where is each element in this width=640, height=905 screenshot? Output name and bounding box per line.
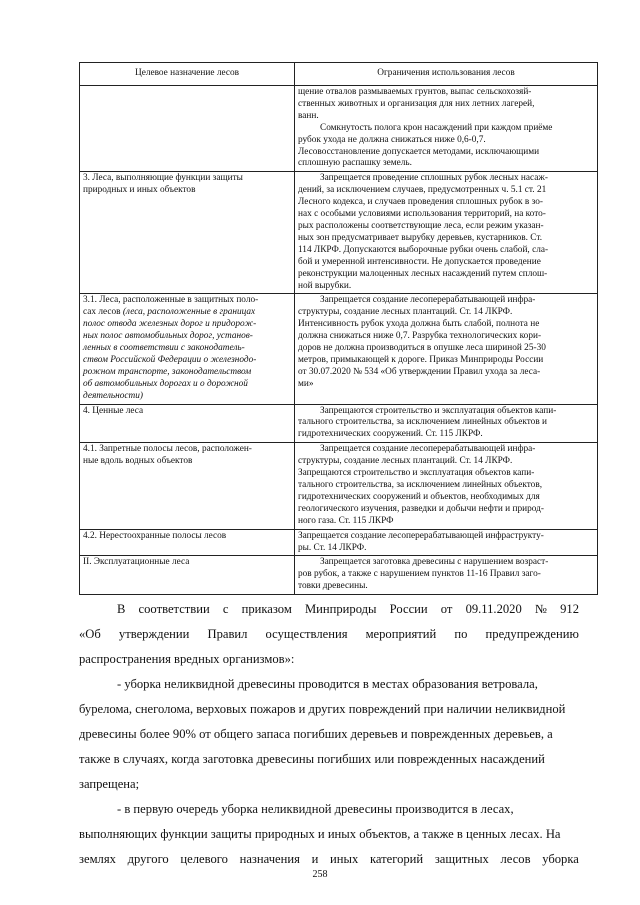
purpose-cell — [80, 294, 295, 404]
limits-line: рубок ухода не должна снижаться ниже 0,6-0,7. — [298, 134, 486, 145]
word: России — [389, 602, 428, 616]
word: соответствии — [138, 602, 210, 616]
limits-line: бой и умеренной интенсивности. Не допускается проведение — [298, 256, 541, 267]
limits-line: Запрещается заготовка древесины с нарушением возраст- — [320, 557, 549, 568]
header-purpose: Целевое назначение лесов — [80, 63, 295, 86]
word: предупреждению — [485, 627, 579, 641]
limits-cell — [295, 529, 598, 556]
paragraph-line: распространения вредных организмов»: — [79, 652, 295, 666]
limits-line: ры. Ст. 14 ЛКРФ. — [298, 542, 367, 553]
purpose-line — [83, 307, 291, 319]
limits-line: ми» — [298, 378, 314, 389]
purpose-line: 3.1. Леса, расположенные в защитных поло- — [83, 295, 259, 306]
limits-cell — [295, 443, 598, 529]
table-row — [80, 404, 598, 443]
forest-limits-table — [79, 62, 598, 595]
limits-line: гидротехнических сооружений и объектов, необходимых для — [298, 491, 540, 502]
word: землях — [79, 852, 116, 866]
limits-line: Запрещаются строительство и эксплуатация объектов капи- — [320, 405, 557, 416]
purpose-line: 3. Леса, выполняющие функции защиты — [83, 173, 243, 184]
word: защитных — [434, 852, 489, 866]
purpose-cell — [80, 86, 295, 172]
limits-line: рых расположены соответствующие леса, если режим указан- — [298, 220, 544, 231]
paragraph-line: древесины более 90% от общего запаса погибших деревьев и поврежденных деревьев, а — [79, 727, 553, 741]
purpose-cell — [80, 443, 295, 529]
purpose-plain: сах лесов — [83, 307, 123, 318]
word: В — [117, 602, 126, 616]
limits-line: Лесовосстановление допускается методами, исключающими — [298, 146, 540, 157]
purpose-line: природных и иных объектов — [83, 185, 196, 196]
limits-line: метров, примыкающей к дороге. Приказ Минприроды России — [298, 354, 544, 365]
word: приказом — [241, 602, 292, 616]
table-row — [80, 172, 598, 294]
limits-line: Лесного кодекса, и случаев проведения сплошных рубок в зо- — [298, 197, 543, 208]
limits-line: от 30.07.2020 № 534 «Об утверждении Правил ухода за леса- — [298, 366, 541, 377]
paragraph-line: также в случаях, когда заготовка древесины погибших или поврежденных насаждений — [79, 752, 545, 766]
purpose-line: об автомобильных дорогах и о дорожной — [83, 378, 248, 389]
limits-line: реконструкции малоценных лесных насаждений путем сплош- — [298, 268, 548, 279]
limits-line: структуры, создание лесных плантаций. Ст. 14 ЛКРФ. — [298, 456, 513, 467]
limits-line: Запрещаются строительство и эксплуатация объектов капи- — [298, 468, 535, 479]
limits-line: тального строительства, за исключением линейных объектов, — [298, 480, 543, 490]
word: 912 — [560, 602, 579, 616]
word: категорий — [369, 852, 424, 866]
word: «Об — [79, 627, 101, 641]
word: лесов — [500, 852, 531, 866]
word: 09.11.2020 — [465, 602, 522, 616]
limits-line: доров не должна производиться в опушке леса шириной 25-30 — [298, 343, 546, 354]
page-number: 258 — [312, 869, 328, 880]
paragraph-line: выполняющих функции защиты природных и иных объектов, а также в ценных лесах. На — [79, 827, 561, 841]
table-row — [80, 294, 598, 404]
purpose-cell — [80, 172, 295, 294]
limits-line: Запрещается создание лесоперерабатывающей инфраструкту- — [298, 530, 544, 541]
limits-line: Запрещается создание лесоперерабатывающей инфра- — [320, 295, 536, 306]
limits-line: ственных животных и организация для них летних лагерей, — [298, 98, 535, 109]
purpose-line: ные вдоль водных объектов — [83, 456, 193, 467]
word: от — [440, 602, 453, 616]
limits-line: ного газа. Ст. 115 ЛКРФ — [298, 515, 394, 526]
limits-line: товки древесины. — [298, 581, 368, 592]
limits-line: щение отвалов размываемых грунтов, выпас сельскохозяй- — [298, 87, 532, 97]
word: № — [534, 602, 547, 616]
word: целевого — [180, 852, 228, 866]
word: утверждении — [118, 627, 190, 641]
purpose-line: 4.1. Запретные полосы лесов, расположен- — [83, 444, 252, 455]
purpose-cell — [80, 529, 295, 556]
limits-line: ванн. — [298, 110, 319, 121]
limits-line: Интенсивность рубок ухода должна быть слабой, полнота не — [298, 319, 540, 330]
word: Минприроды — [304, 602, 377, 616]
limits-line: структуры, создание лесных плантаций. Ст. 14 ЛКРФ. — [298, 307, 513, 318]
limits-cell — [295, 556, 598, 595]
limits-cell — [295, 294, 598, 404]
purpose-line: рожном транспорте, законодательством — [83, 366, 252, 377]
purpose-line: 4. Ценные леса — [83, 405, 144, 416]
paragraph-line: бурелома, снеголома, верховых пожаров и других повреждений при наличии неликвидной — [79, 702, 566, 716]
limits-line: нах с особыми условиями использования территорий, на кото- — [298, 209, 546, 220]
table-row — [80, 556, 598, 595]
word: уборка — [542, 852, 579, 866]
word: осуществления — [265, 627, 348, 641]
limits-cell — [295, 404, 598, 443]
purpose-cell — [80, 556, 295, 595]
purpose-cell — [80, 404, 295, 443]
limits-cell — [295, 86, 598, 172]
purpose-italic: (леса, расположенные в границах — [122, 307, 256, 318]
word: Правил — [207, 627, 248, 641]
table-row — [80, 86, 598, 172]
purpose-line: 4.2. Нерестоохранные полосы лесов — [83, 530, 227, 541]
purpose-line: ством Российской Федерации о железнодо- — [83, 354, 257, 365]
purpose-line: ленных в соответствии с законодатель- — [83, 343, 245, 354]
limits-line: Сомкнутость полога крон насаждений при каждом приёме — [320, 122, 553, 133]
word: иных — [330, 852, 359, 866]
limits-line: гидротехнических сооружений. Ст. 115 ЛКРФ. — [298, 429, 483, 440]
limits-line: 114 ЛКРФ. Допускаются выборочные рубки очень слабой, сла- — [298, 244, 549, 255]
word: с — [222, 602, 229, 616]
word: мероприятий — [365, 627, 437, 641]
word: и — [311, 852, 319, 866]
paragraph-line: запрещена; — [79, 777, 140, 791]
limits-line: тального строительства, за исключением линейных объектов и — [298, 417, 548, 428]
purpose-line: ных полос автомобильных дорог, установ- — [83, 331, 253, 342]
limits-cell — [295, 172, 598, 294]
limits-line: ных зон предусматривает вырубку деревьев, кустарников. Ст. — [298, 232, 543, 243]
limits-line: Запрещается проведение сплошных рубок лесных насаж- — [320, 173, 548, 184]
purpose-line: деятельности) — [83, 390, 144, 401]
paragraph-line: - в первую очередь уборка неликвидной древесины производится в лесах, — [117, 802, 514, 816]
body-paragraphs — [79, 597, 579, 872]
limits-line: сплошную распашку земель. — [298, 158, 412, 169]
limits-line: ной вырубки. — [298, 280, 352, 291]
purpose-line: II. Эксплуатационные леса — [83, 557, 190, 568]
limits-line: геологического изучения, разведки и добычи нефти и природ- — [298, 503, 544, 514]
limits-line: ров рубок, а также с нарушением пунктов 11-16 Правил заго- — [298, 569, 541, 580]
table-row — [80, 443, 598, 529]
word: назначения — [239, 852, 300, 866]
word: другого — [127, 852, 169, 866]
table-row — [80, 529, 598, 556]
word: по — [454, 627, 468, 641]
header-limits: Ограничения использования лесов — [295, 63, 598, 86]
limits-line: дений, за исключением случаев, предусмотренных ч. 5.1 ст. 21 — [298, 185, 547, 196]
purpose-line: полос отвода железных дорог и придорож- — [83, 319, 257, 330]
paragraph-line: - уборка неликвидной древесины проводится в местах образования ветровала, — [117, 677, 538, 691]
paragraph-line — [79, 597, 579, 622]
limits-line: должна снижаться ниже 0,7. Разрубка технологических кори- — [298, 331, 542, 342]
paragraph-line — [79, 622, 579, 647]
table-header-row — [80, 63, 598, 86]
limits-line: Запрещается создание лесоперерабатывающей инфра- — [320, 444, 536, 455]
